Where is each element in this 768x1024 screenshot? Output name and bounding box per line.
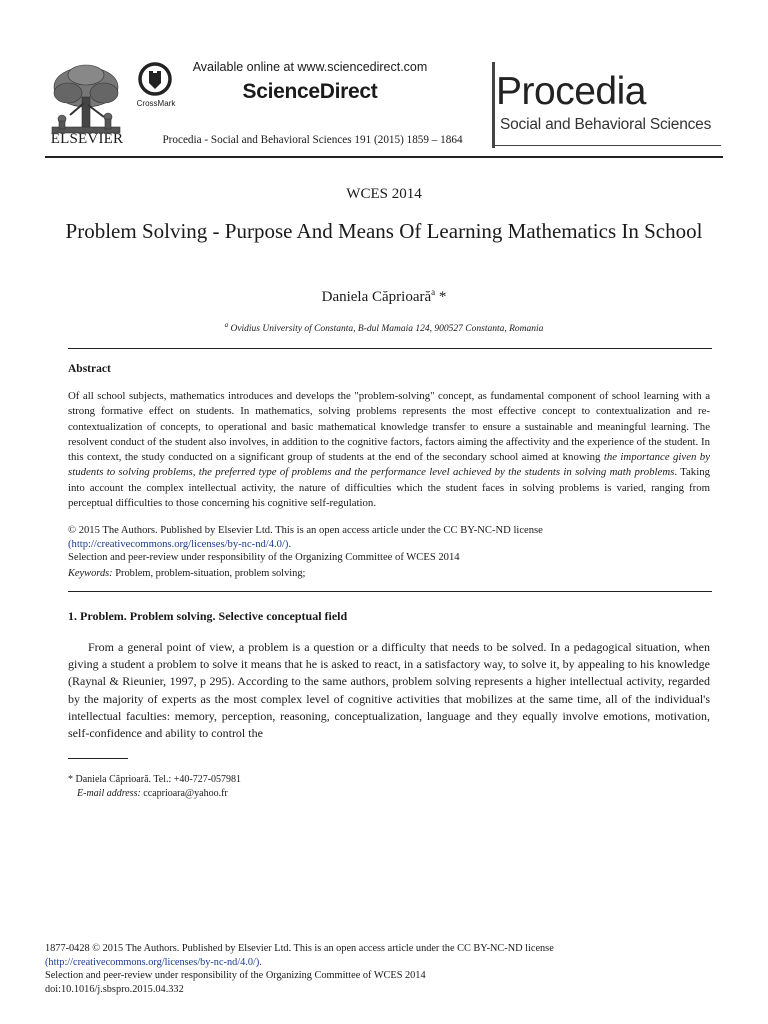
issn-copyright: 1877-0428 © 2015 The Authors. Published by Elsevier Ltd. This is an open access article under the CC BY-NC-ND license — [45, 943, 554, 954]
abstract-text-2: . Taking into account the complex intellectual activity, the nature of difficulties which the student faces in solving problems is varied, ranging from perceptual difficulties to those concerning his cognitive self-regulation. — [68, 466, 710, 510]
affiliation-text: Ovidius University of Constanta, B-dul Mamaia 124, 900527 Constanta, Romania — [228, 324, 544, 335]
keywords-text: Problem, problem-situation, problem solving; — [112, 568, 306, 579]
abstract-bottom-rule — [68, 591, 712, 592]
email-label: E-mail address: — [77, 788, 141, 799]
author-affil-sup: a — [431, 287, 436, 297]
copyright-text: © 2015 The Authors. Published by Elsevier Ltd. This is an open access article under the CC BY-NC-ND license — [68, 525, 543, 536]
copyright-block — [68, 524, 710, 565]
abstract-top-rule — [68, 348, 712, 349]
footnote-email — [77, 788, 228, 799]
footnote-author: * Daniela Căprioară. Tel.: +40-727-057981 — [68, 774, 242, 785]
section-paragraph: From a general point of view, a problem is a question or a difficulty that needs to be solved. In a pedagogical situation, when giving a student a problem to solve it means that he is asked to react, in a satisfactory way, to solve it, by appealing to his knowledge (Raynal & Rieunier, 1997, p 295). According to the same authors, problem solving represents a higher intellectual activity, regarded by the majority of experts as the most complex level of cognitive activities that mobilizes at the same time, all of the individual's intellectual faculties: memory, perception, reasoning, conceptualization, language and they equally involve emotions, motivation, self-confidence and ability to control the — [68, 640, 710, 741]
section-heading: 1. Problem. Problem solving. Selective conceptual field — [68, 609, 348, 623]
crossmark-label: CrossMark — [136, 99, 176, 108]
journal-citation: Procedia - Social and Behavioral Sciences 191 (2015) 1859 – 1864 — [162, 134, 463, 146]
keywords-line — [68, 568, 710, 579]
keywords-label: Keywords: — [68, 568, 113, 579]
bottom-copyright — [45, 942, 725, 996]
elsevier-wordmark: ELSEVIER — [50, 131, 124, 147]
procedia-title: Procedia — [496, 70, 646, 113]
abstract-text-italic: the importance given by students to solving problems, the preferred type of problems and the performance level achieved by the students in solving math problems — [68, 451, 710, 479]
conference-name: WCES 2014 — [346, 186, 422, 202]
footnote-rule — [68, 758, 128, 759]
bottom-license-link[interactable]: (http://creativecommons.org/licenses/by-nc-nd/4.0/). — [45, 956, 262, 968]
author-line — [0, 287, 768, 306]
procedia-rule — [495, 145, 721, 146]
abstract-text-1: Of all school subjects, mathematics introduces and develops the "problem-solving" concept, as fundamental component of school learning with a strong formative effect on students. In mathematics, solving problems represents the most effective concept to contextualization and re-contextualization of concepts, to operational and basic mathematical knowledge transfer to ensure a sustainable and meaningful learning. The resolvent conduct of the student also involves, in addition to the cognitive factors, factors aiming the affectivity and the experience of the student. In this context, the study conducted on a significant group of students at the end of the secondary school aimed at knowing — [68, 390, 710, 464]
sciencedirect-logo[interactable]: ScienceDirect — [242, 80, 378, 103]
bottom-peer-review: Selection and peer-review under responsibility of the Organizing Committee of WCES 2014 — [45, 970, 426, 982]
available-online-text[interactable]: Available online at www.sciencedirect.com — [192, 60, 428, 74]
doi[interactable]: doi:10.1016/j.sbspro.2015.04.332 — [45, 983, 184, 995]
peer-review-text: Selection and peer-review under responsibility of the Organizing Committee of WCES 2014 — [68, 552, 460, 563]
procedia-subtitle: Social and Behavioral Sciences — [500, 116, 712, 133]
header-divider — [45, 156, 723, 158]
email-address[interactable]: ccaprioara@yahoo.fr — [140, 788, 228, 799]
procedia-bar — [492, 62, 495, 148]
author-corresponding-mark: * — [435, 289, 447, 305]
affiliation-sup: a — [224, 321, 229, 329]
author-name: Daniela Căprioară — [321, 289, 432, 305]
paper-title: Problem Solving - Purpose And Means Of Learning Mathematics In School — [65, 219, 703, 243]
license-link[interactable]: (http://creativecommons.org/licenses/by-nc-nd/4.0/). — [68, 538, 292, 550]
affiliation — [0, 321, 768, 334]
abstract-body — [68, 389, 710, 511]
abstract-heading: Abstract — [68, 363, 111, 375]
